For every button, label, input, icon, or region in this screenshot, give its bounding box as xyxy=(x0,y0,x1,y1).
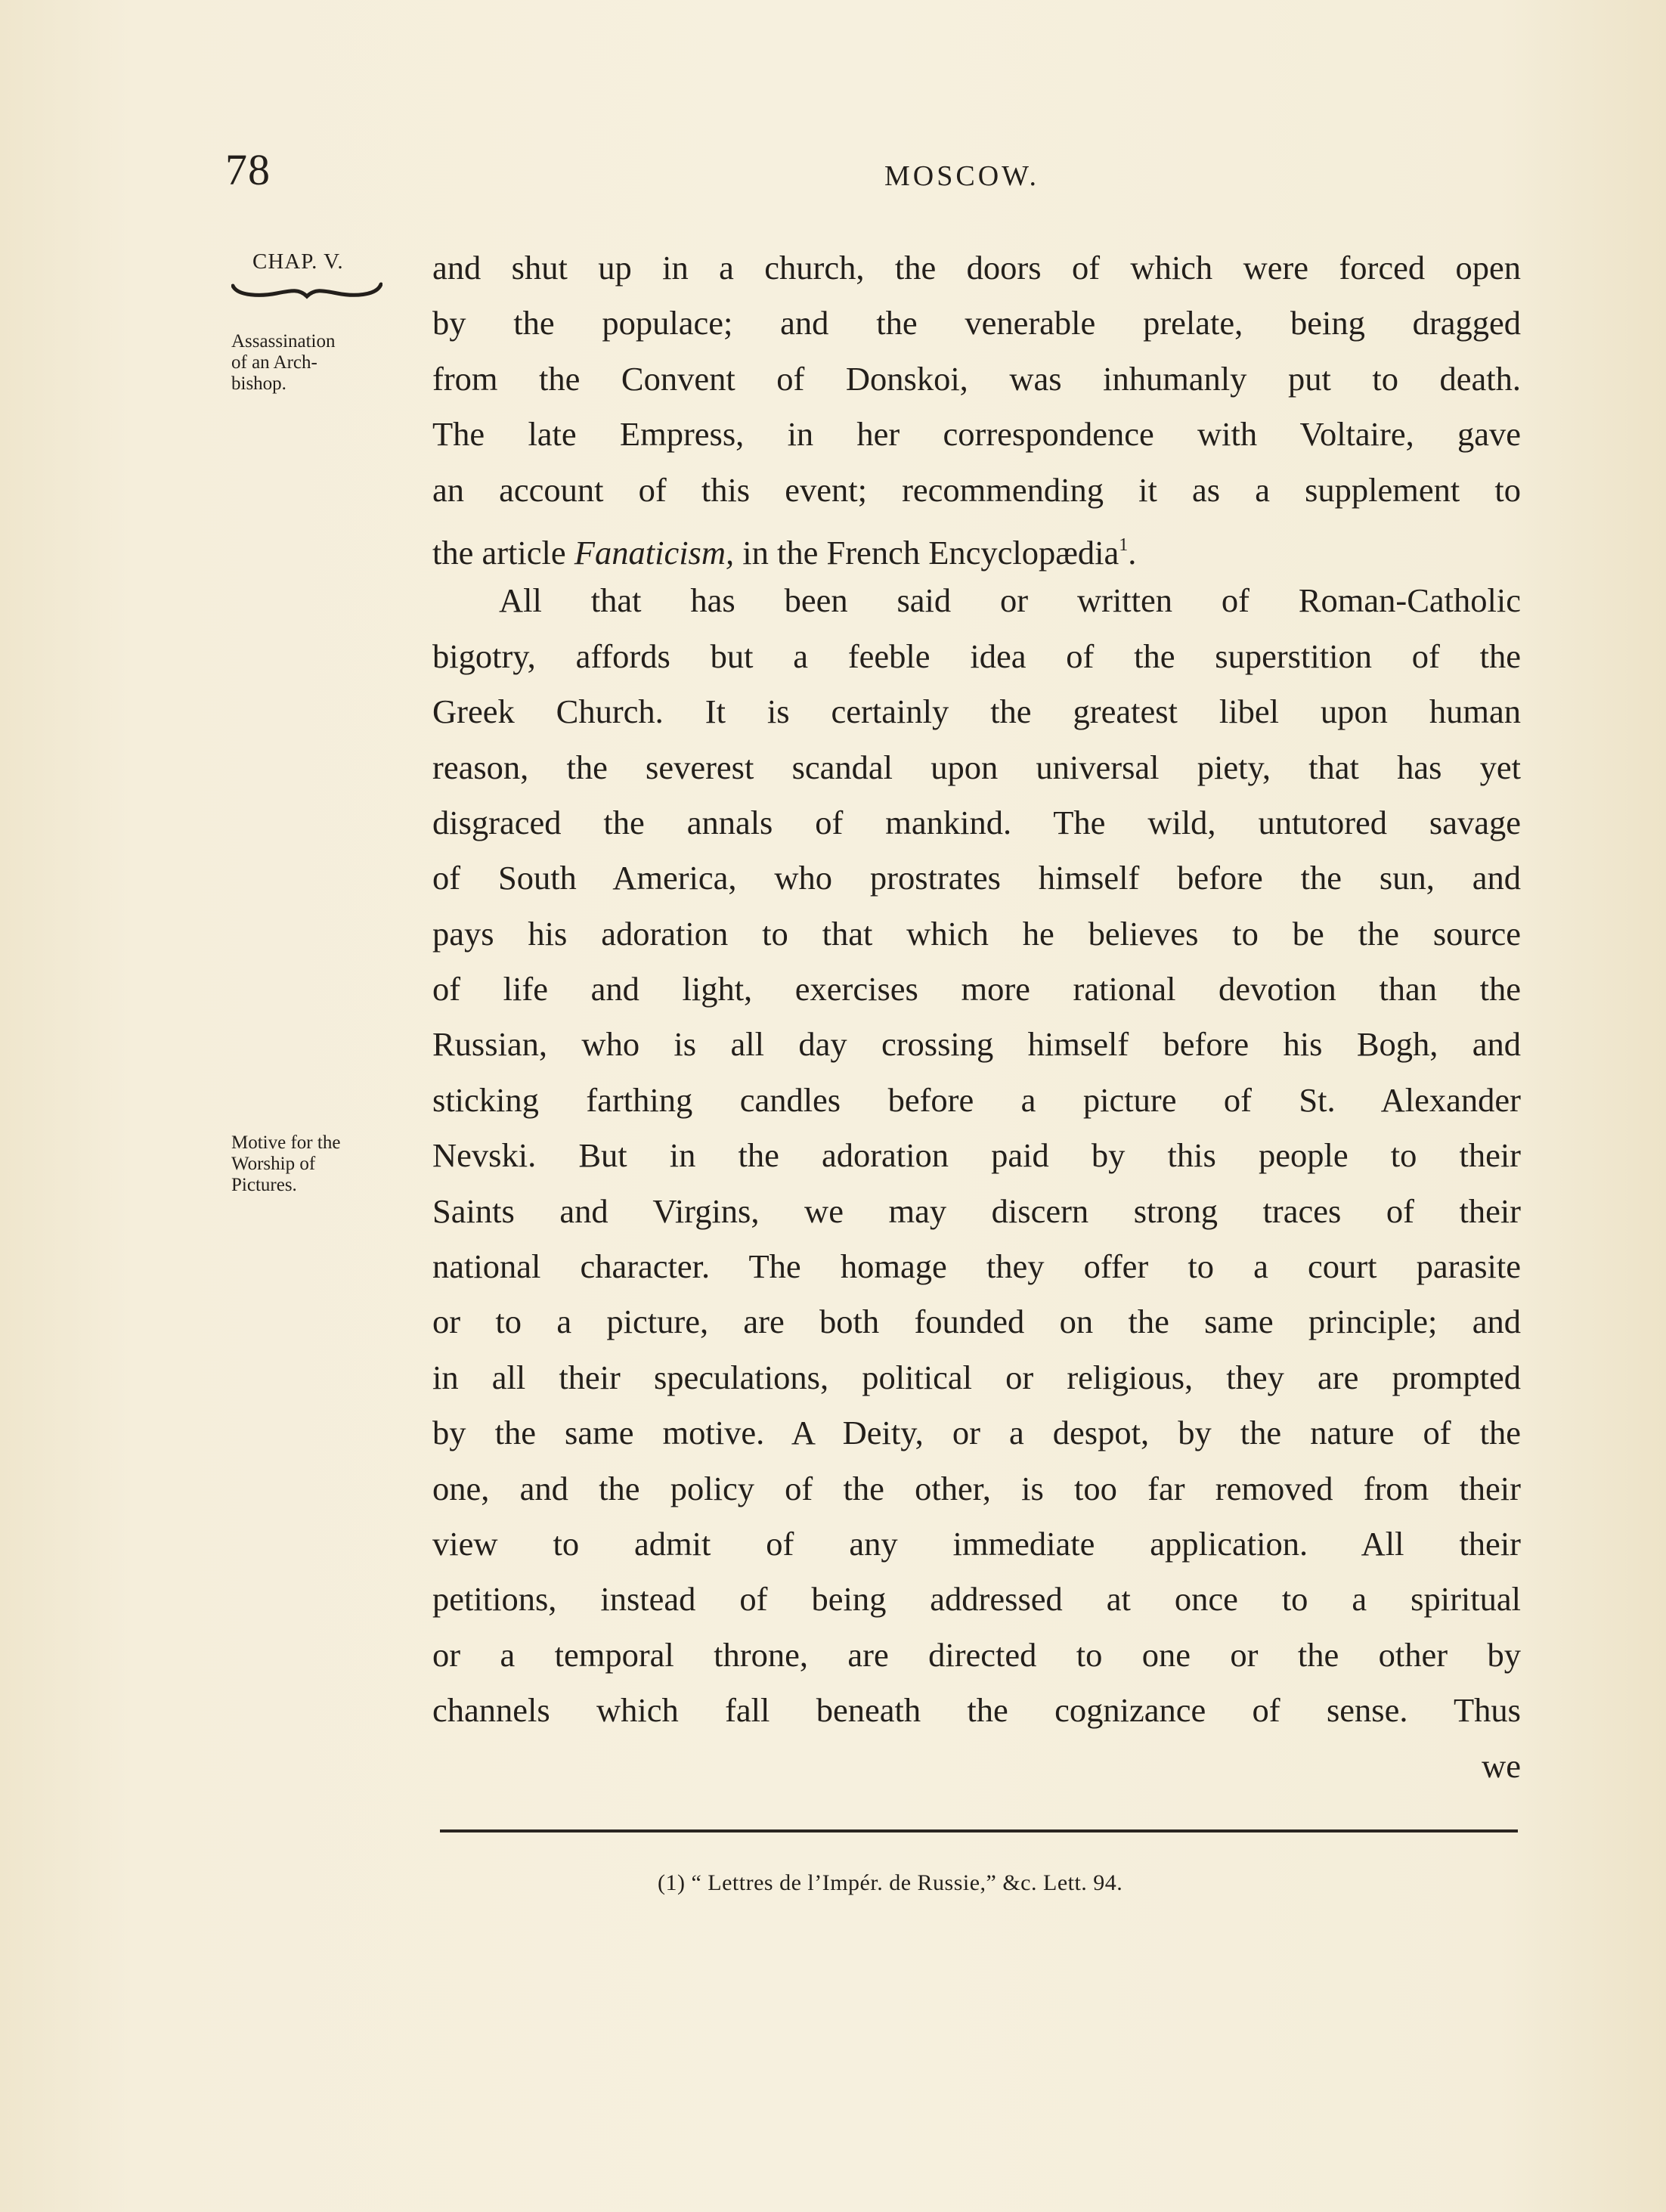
text-line: pays his adoration to that which he believes to be the source xyxy=(432,914,1521,953)
text-line: of life and light, exercises more rational devotion than the xyxy=(432,970,1521,1008)
text-line: Nevski. But in the adoration paid by this people to their xyxy=(432,1136,1521,1175)
footnote-rule xyxy=(440,1829,1518,1832)
text-run: in the French Encyclopædia xyxy=(734,533,1119,572)
sidenote-line: of an Arch- xyxy=(231,352,317,373)
text-line: disgraced the annals of mankind. The wild, untutored savage xyxy=(432,803,1521,841)
text-line: All that has been said or written of Roman-Catholic xyxy=(499,581,1521,620)
footnote-ref[interactable]: 1 xyxy=(1119,534,1129,555)
text-run: the article xyxy=(432,533,574,572)
text-line: Greek Church. It is certainly the greatest libel upon human xyxy=(432,692,1521,731)
text-line: Saints and Virgins, we may discern strong traces of their xyxy=(432,1191,1521,1230)
text-line: from the Convent of Donskoi, was inhumanly put to death. xyxy=(432,359,1521,398)
catchword: we xyxy=(1482,1746,1521,1785)
text-line: or to a picture, are both founded on the same principle; and xyxy=(432,1303,1521,1341)
text-line xyxy=(432,518,1521,573)
sidenote-line: Motive for the xyxy=(231,1132,341,1153)
chapter-label: CHAP. V. xyxy=(252,249,344,274)
sidenote-motive xyxy=(231,1132,398,1196)
text-run: . xyxy=(1128,533,1137,572)
brace-ornament-icon xyxy=(231,280,382,310)
text-line: and shut up in a church, the doors of which were forced open xyxy=(432,249,1521,287)
page-number: 78 xyxy=(225,145,271,194)
text-line: or a temporal throne, are directed to one or the other by xyxy=(432,1635,1521,1674)
text-line: reason, the severest scandal upon universal piety, that has yet xyxy=(432,748,1521,786)
sidenote-line: Pictures. xyxy=(231,1175,297,1195)
text-line: one, and the policy of the other, is too far removed from their xyxy=(432,1469,1521,1507)
text-line: channels which fall beneath the cognizance of sense. Thus xyxy=(432,1691,1521,1730)
running-head: MOSCOW. xyxy=(884,160,1040,192)
sidenote-line: bishop. xyxy=(231,373,286,394)
text-line: national character. The homage they offer to a court parasite xyxy=(432,1247,1521,1286)
text-line: of South America, who prostrates himself before the sun, and xyxy=(432,859,1521,897)
sidenote-assassination xyxy=(231,331,398,395)
text-line: an account of this event; recommending it as a supplement to xyxy=(432,470,1521,509)
text-line: by the populace; and the venerable prelate, being dragged xyxy=(432,304,1521,342)
text-line: bigotry, affords but a feeble idea of the superstition of the xyxy=(432,637,1521,675)
text-line: Russian, who is all day crossing himself before his Bogh, and xyxy=(432,1025,1521,1064)
italic-term: Fanaticism, xyxy=(574,533,735,572)
paragraph-2 xyxy=(432,573,1521,1794)
body-text xyxy=(432,240,1521,1794)
text-line: by the same motive. A Deity, or a despot, by the nature of the xyxy=(432,1414,1521,1452)
text-line: in all their speculations, political or religious, they are prompted xyxy=(432,1358,1521,1396)
text-line: The late Empress, in her correspondence with Voltaire, gave xyxy=(432,415,1521,454)
text-line: petitions, instead of being addressed at once to a spiritual xyxy=(432,1580,1521,1619)
footnote: (1) “ Lettres de l’Impér. de Russie,” &c. Lett. 94. xyxy=(658,1870,1123,1895)
paragraph-1 xyxy=(432,240,1521,573)
sidenote-line: Assassination xyxy=(231,331,336,352)
text-line: sticking farthing candles before a picture of St. Alexander xyxy=(432,1080,1521,1119)
text-line: view to admit of any immediate application. All their xyxy=(432,1524,1521,1563)
sidenote-line: Worship of xyxy=(231,1154,316,1174)
